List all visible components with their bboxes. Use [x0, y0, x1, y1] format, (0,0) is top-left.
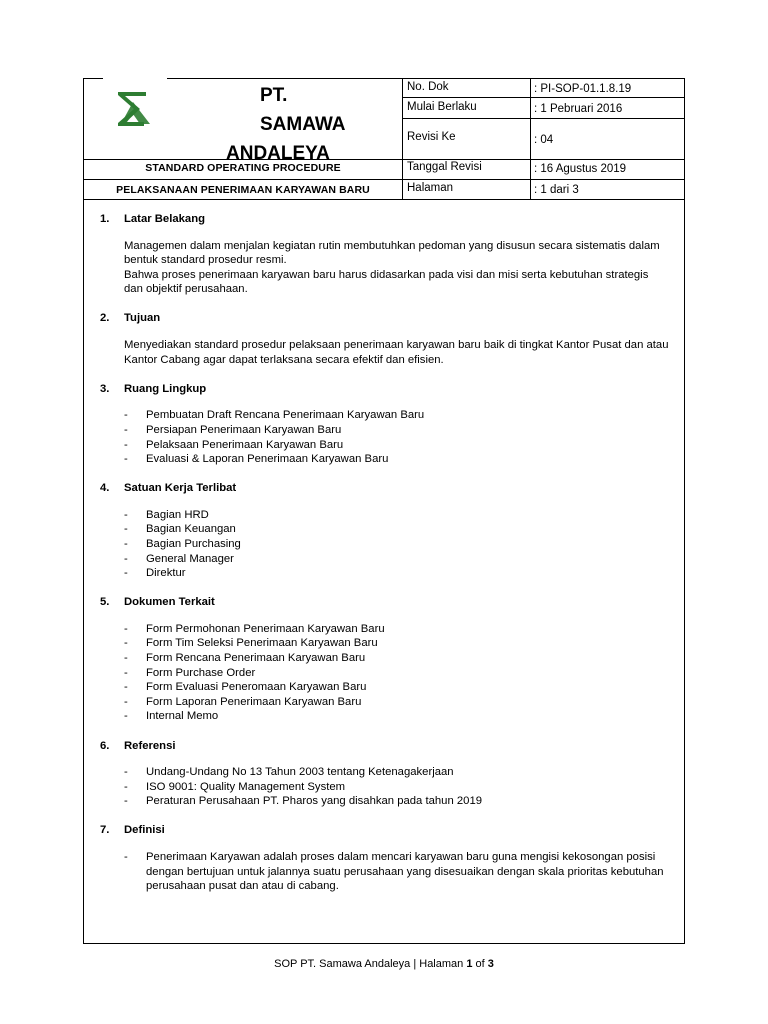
section-title: Tujuan	[124, 312, 161, 325]
list-item: - Bagian HRD	[124, 508, 209, 521]
paragraph: Menyediakan standard prosedur pelaksaan penerimaan karyawan baru baik di tingkat Kantor Pusat dan atau Kantor Cabang agar dapat terlaksana secara efektif dan efisien.	[124, 339, 669, 366]
section-background	[100, 212, 670, 297]
section-title: Ruang Lingkup	[124, 382, 207, 395]
meta-value-doc-number: : PI-SOP-01.1.8.19	[534, 83, 632, 95]
section-title: Referensi	[124, 739, 176, 752]
list-item: - Evaluasi & Laporan Penerimaan Karyawan Baru	[124, 453, 389, 466]
meta-value-revision-date: : 16 Agustus 2019	[534, 163, 627, 175]
list-item: - Direktur	[124, 567, 186, 580]
section-work-units	[100, 481, 670, 581]
paragraph: Bahwa proses penerimaan karyawan baru harus didasarkan pada visi dan misi serta kebutuhan strategis dan objektif perusahaan.	[124, 268, 649, 296]
section-number: 7.	[100, 824, 110, 837]
list-item: - Persiapan Penerimaan Karyawan Baru	[124, 423, 342, 436]
section-purpose	[100, 311, 670, 367]
section-number: 5.	[100, 596, 110, 609]
footer-text: SOP PT. Samawa Andaleya | Halaman	[274, 958, 467, 970]
list-item: - Pembuatan Draft Rencana Penerimaan Karyawan Baru	[124, 409, 425, 422]
company-name	[214, 81, 404, 168]
list-item: - Peraturan Perusahaan PT. Pharos yang disahkan pada tahun 2019	[124, 795, 483, 808]
list-item: - Form Evaluasi Peneromaan Karyawan Baru	[124, 681, 367, 694]
meta-label-revision: Revisi Ke	[407, 131, 456, 143]
meta-value-page: : 1 dari 3	[534, 184, 579, 196]
section-number: 4.	[100, 482, 110, 495]
meta-label-revision-date: Tanggal Revisi	[407, 161, 482, 173]
document-type-title: STANDARD OPERATING PROCEDURE	[145, 162, 341, 174]
paragraph: Managemen dalam menjalan kegiatan rutin membutuhkan pedoman yang disusun secara sistematis dalam bentuk standard prosedur resmi.	[124, 239, 660, 267]
list-item: - Penerimaan Karyawan adalah proses dalam mencari karyawan baru guna mengisi kekosongan posisi dengan bertujuan untuk jalannya suatu perusahaan yang disesuaikan dengan skala prioritas kebutuhan perusahaan pusat dan atau di cabang.	[124, 851, 664, 893]
footer-page-total: 3	[487, 958, 494, 970]
list-item: - Form Laporan Penerimaan Karyawan Baru	[124, 695, 362, 708]
company-name-line3: ANDALEYA	[226, 143, 330, 164]
section-number: 6.	[100, 739, 110, 752]
section-related-documents	[100, 595, 670, 724]
meta-divider	[402, 97, 684, 98]
section-heading	[100, 212, 670, 227]
section-title: Dokumen Terkait	[124, 596, 215, 609]
meta-label-page: Halaman	[407, 182, 454, 194]
meta-column-divider	[530, 79, 531, 200]
list-item: - Form Rencana Penerimaan Karyawan Baru	[124, 652, 366, 665]
section-heading	[100, 739, 670, 754]
header-bottom-line	[84, 199, 684, 200]
list-item: - Internal Memo	[124, 710, 219, 723]
document-header	[84, 79, 684, 200]
section-scope	[100, 382, 670, 467]
section-references	[100, 739, 670, 809]
meta-divider	[402, 118, 684, 119]
section-title: Satuan Kerja Terlibat	[124, 482, 237, 495]
section-heading	[100, 311, 670, 326]
meta-value-effective-date: : 1 Pebruari 2016	[534, 103, 623, 115]
list-item: - Pelaksaan Penerimaan Karyawan Baru	[124, 438, 344, 451]
list-item: - General Manager	[124, 552, 234, 565]
section-definitions	[100, 823, 670, 893]
section-heading	[100, 481, 670, 496]
section-heading	[100, 823, 670, 838]
page-footer	[0, 958, 768, 970]
list-item: - Form Purchase Order	[124, 666, 256, 679]
document-frame	[83, 78, 685, 944]
frame-gap	[103, 77, 167, 81]
section-heading	[100, 382, 670, 397]
meta-value-revision: : 04	[534, 134, 554, 146]
meta-label-doc-number: No. Dok	[407, 81, 449, 93]
section-heading	[100, 595, 670, 610]
section-number: 3.	[100, 382, 110, 395]
document-body	[100, 212, 670, 908]
list-item: - Bagian Purchasing	[124, 538, 241, 550]
list-item: - Undang-Undang No 13 Tahun 2003 tentang Ketenagakerjaan	[124, 766, 454, 779]
document-subject-title: PELAKSANAAN PENERIMAAN KARYAWAN BARU	[116, 184, 370, 196]
company-name-line1: PT.	[260, 85, 288, 106]
section-number: 2.	[100, 312, 110, 325]
footer-of: of	[472, 958, 488, 970]
company-logo-icon	[114, 88, 152, 126]
company-name-line2: SAMAWA	[260, 114, 346, 135]
list-item: - ISO 9001: Quality Management System	[124, 780, 346, 793]
list-item: - Form Tim Seleksi Penerimaan Karyawan Baru	[124, 637, 378, 650]
section-title: Definisi	[124, 824, 165, 837]
list-item: - Form Permohonan Penerimaan Karyawan Baru	[124, 622, 385, 635]
list-item: - Bagian Keuangan	[124, 523, 236, 536]
meta-label-effective-date: Mulai Berlaku	[407, 101, 477, 113]
meta-divider	[84, 179, 684, 180]
section-number: 1.	[100, 213, 110, 225]
footer-page-number: 1	[466, 958, 473, 970]
section-title: Latar Belakang	[124, 213, 205, 225]
